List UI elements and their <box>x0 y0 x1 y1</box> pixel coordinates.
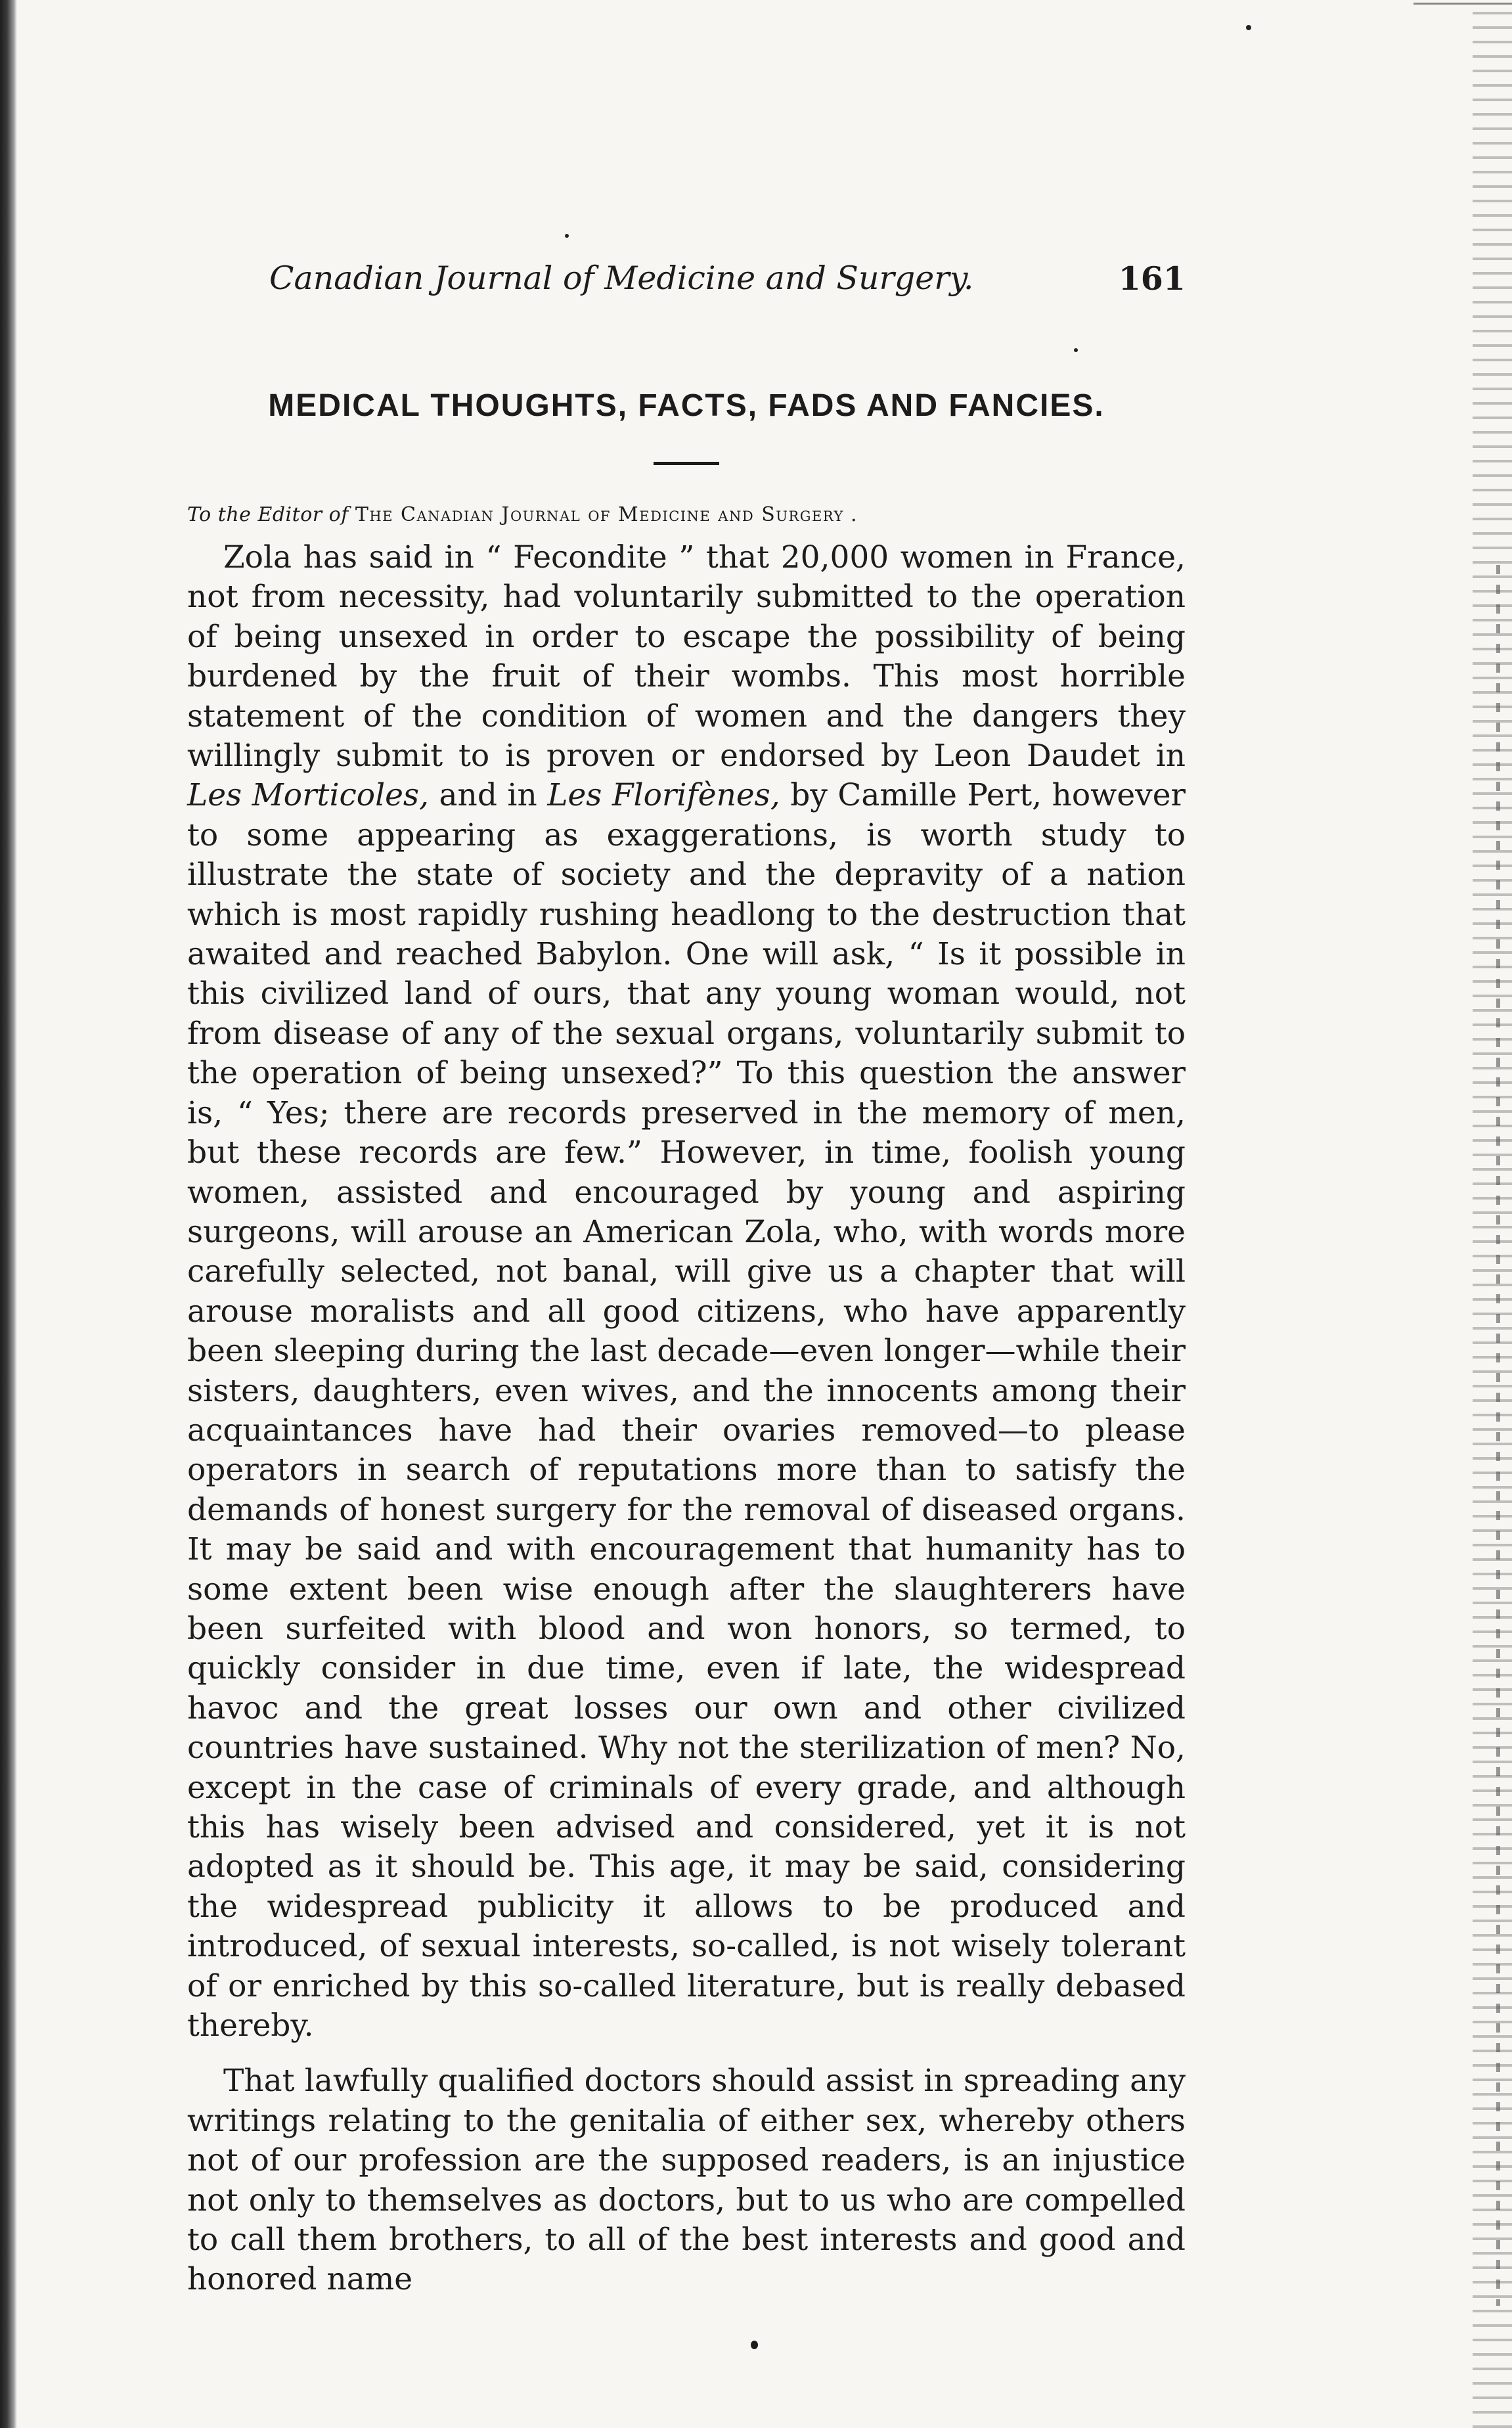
scan-edge-left <box>0 0 17 2428</box>
paragraph-1 <box>187 538 1186 2046</box>
scan-edge-right-line <box>1496 565 1500 2306</box>
paragraph-2: That lawfully qualified doctors should assist in spreading any writings relating to the genitalia of either sex, whereby others not of our profession are the supposed readers, is an injustice not only to themselves as doctors, but to us who are compelled to call them brothers, to all of the best interests and good and honored name <box>187 2063 1186 2298</box>
article-title: MEDICAL THOUGHTS, FACTS, FADS AND FANCIES. <box>268 388 1105 423</box>
salutation-prefix: To the Editor of <box>187 503 349 526</box>
paragraph-1-part-a: Zola has said in “ Fecondite ” that 20,000 women in France, not from necessity, had voluntarily submitted to the operation of being unsexed in order to escape the possibility of being burdened by the fruit of their wombs. This most horrible statement of the condition of women and the dangers they willingly submit to is proven or endorsed by Leon Daudet in <box>187 539 1186 775</box>
scan-speck <box>1246 25 1251 30</box>
scan-top-line <box>1413 3 1512 5</box>
book-title-les-morticoles: Les Morticoles, <box>187 777 429 814</box>
paragraph-1-part-e: by Camille Pert, however to some appearing as exaggerations, is worth study to illustrate the state of society and the depravity of a nation which is most rapidly rushing headlong to the destruction that awaited and reached Babylon. One will ask, “ Is it possible in this civilized land of ours, that any young woman would, not from disease of any of the sexual organs, voluntarily submit to the operation of being unsexed?” To this question the answer is, “ Yes; there are records preserved in the memory of men, but these records are few.” However, in time, foolish young women, assisted and encouraged by young and aspiring surgeons, will arouse an American Zola, who, with words more carefully selected, not banal, will give us a chapter that will arouse moralists and all good citizens, who have apparently been sleeping during the last decade—even longer—while their sisters, daughters, even wives, and the innocents among their acquaintances have had their ovaries removed—to please operators in search of reputations more than to satisfy the demands of honest surgery for the removal of diseased organs. It may be said and with encouragement that humanity has to some extent been wise enough after the slaughterers have been surfeited with blood and won honors, so termed, to quickly consider in due time, even if late, the widespread havoc and the great losses our own and other civilized countries have sustained. Why not the sterilization of men? No, except in the case of criminals of every grade, and although this has wisely been advised and considered, yet it is not adopted as it should be. This age, it may be said, considering the widespread publicity it allows to be produced and introduced, of sexual interests, so-called, is not wisely tolerant of or enriched by this so-called literature, but is really debased thereby. <box>187 777 1186 2044</box>
document-page <box>187 259 1186 2300</box>
page-number: 161 <box>1118 259 1186 298</box>
book-title-les-florifenes: Les Florifènes, <box>547 777 780 814</box>
scan-edge-right <box>1473 0 1512 2428</box>
title-rule <box>654 462 719 465</box>
paragraph-1-part-c: and in <box>439 777 537 814</box>
running-head <box>187 259 1186 299</box>
running-head-journal: Canadian Journal of Medicine and Surgery. <box>269 259 974 297</box>
salutation-suffix: . <box>850 503 858 526</box>
salutation-journal: The Canadian Journal of Medicine and Surgery <box>355 503 844 526</box>
salutation <box>187 503 1186 526</box>
bottom-ornament <box>751 2341 758 2349</box>
article-body <box>187 538 1186 2300</box>
scan-speck <box>565 234 569 238</box>
